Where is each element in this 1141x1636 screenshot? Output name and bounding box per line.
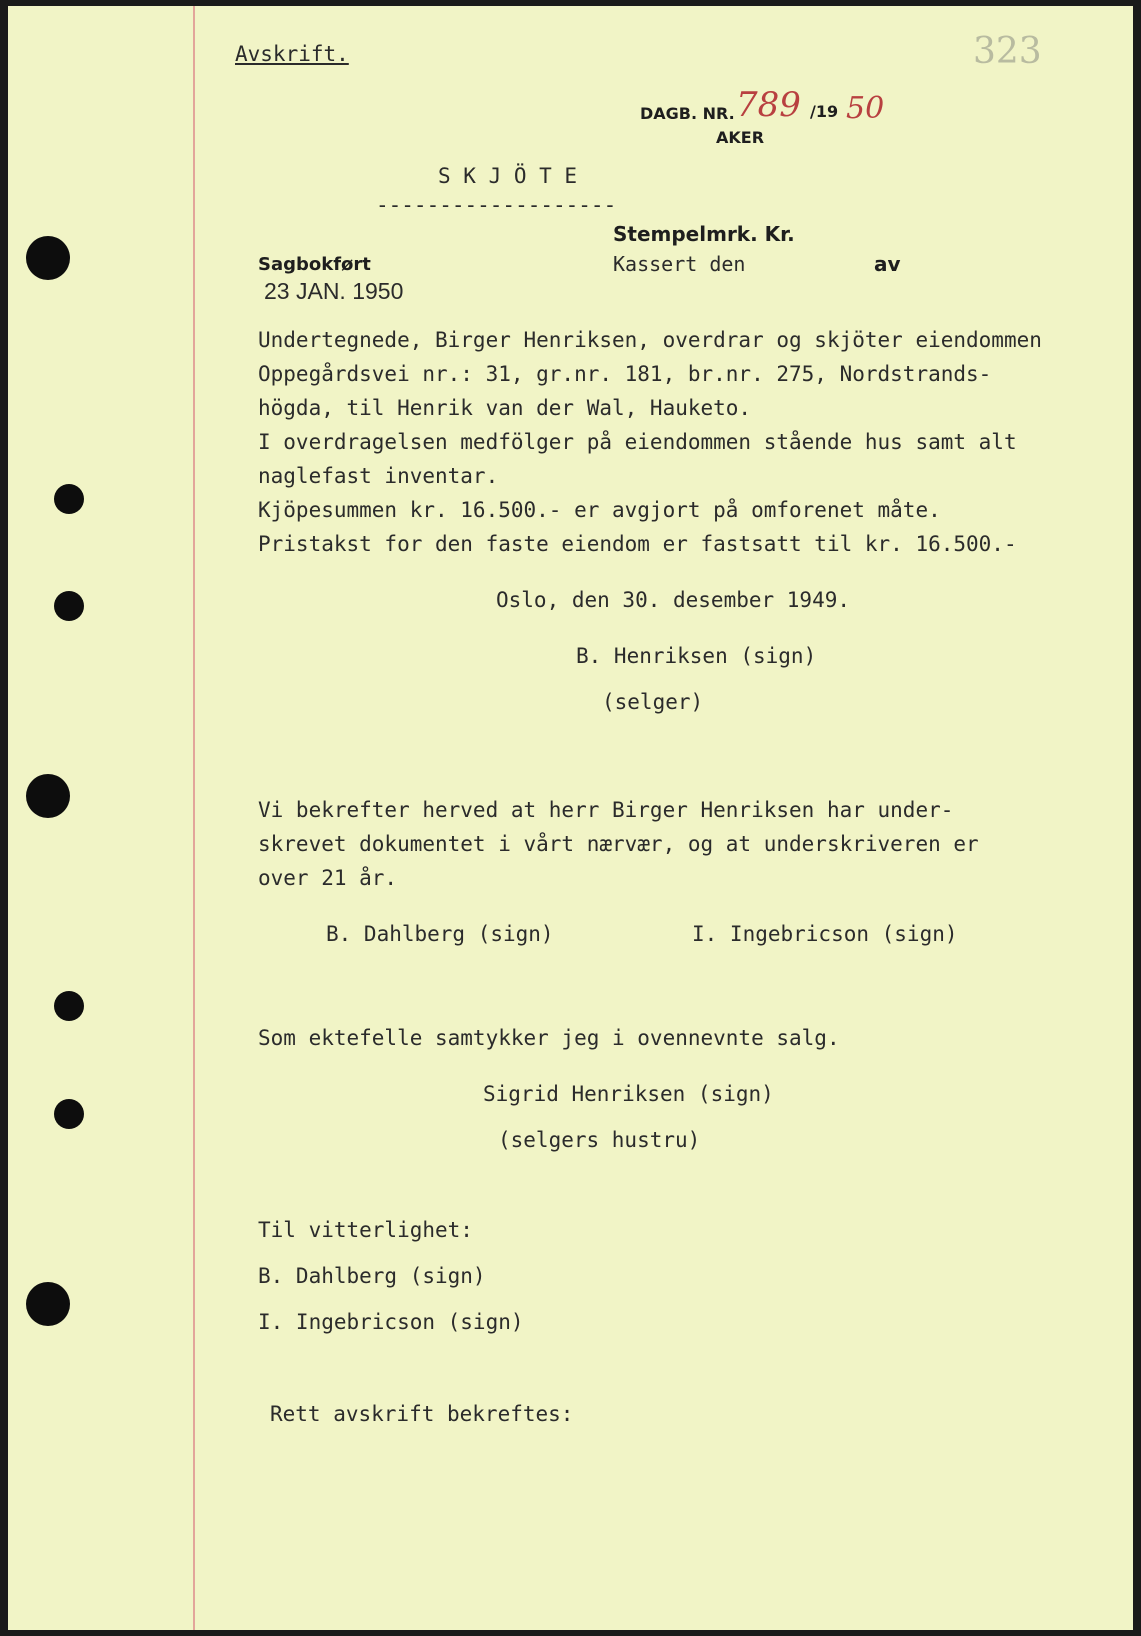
punch-hole-6 [54,1099,84,1129]
kassert-mark: av [874,252,901,276]
body-line-2: Oppegårdsvei nr.: 31, gr.nr. 181, br.nr. 275, Nordstrands- [258,362,992,386]
body-line-6: Kjöpesummen kr. 16.500.- er avgjort på omforenet måte. [258,498,941,522]
body-line-5: naglefast inventar. [258,464,499,488]
witness-signature-1: B. Dahlberg (sign) [326,922,554,946]
spouse-consent: Som ektefelle samtykker jeg i ovennevnte salg. [258,1026,840,1050]
sagbokfort-stamp: Sagbokført [258,254,371,275]
date-stamp: 23 JAN. 1950 [264,278,404,304]
vitterlighet-signature-1: B. Dahlberg (sign) [258,1264,486,1288]
punch-hole-4 [26,774,70,818]
body-line-4: I overdragelsen medfölger på eiendommen stående hus samt alt [258,430,1017,454]
witness-line-3: over 21 år. [258,866,398,890]
body-line-7: Pristakst for den faste eiendom er fastsatt til kr. 16.500.- [258,532,1017,556]
page-number: 323 [973,31,1042,72]
seller-role: (selger) [602,690,704,714]
seller-signature: B. Henriksen (sign) [576,644,817,668]
punch-hole-2 [54,484,84,514]
punch-hole-3 [54,591,84,621]
punch-hole-7 [26,1282,70,1326]
dagb-label: DAGB. NR. [640,104,735,123]
margin-line [193,6,195,1630]
avskrift-heading: Avskrift. [235,42,349,66]
certify-line: Rett avskrift bekreftes: [270,1402,574,1426]
place-date: Oslo, den 30. desember 1949. [496,588,851,612]
document-page [8,6,1133,1630]
body-line-1: Undertegnede, Birger Henriksen, overdrar og skjöter eiendommen [258,328,1042,352]
stempel-line: Stempelmrk. Kr. [613,222,795,246]
spouse-role: (selgers hustru) [498,1128,701,1152]
dagb-year: 50 [846,91,885,126]
dagb-year-prefix: /19 [810,102,839,121]
vitterlighet-label: Til vitterlighet: [258,1218,473,1242]
punch-hole-5 [54,991,84,1021]
body-line-3: högda, til Henrik van der Wal, Hauketo. [258,396,752,420]
dagb-number: 789 [736,85,801,125]
witness-line-2: skrevet dokumentet i vårt nærvær, og at underskriveren er [258,832,979,856]
kassert-label: Kassert den [613,252,746,276]
witness-line-1: Vi bekrefter herved at herr Birger Henriksen har under- [258,798,954,822]
title-rule: ------------------- [376,193,617,217]
spouse-signature: Sigrid Henriksen (sign) [483,1082,774,1106]
witness-signature-2: I. Ingebricson (sign) [692,922,958,946]
aker-stamp: AKER [716,128,765,147]
punch-hole-1 [26,236,70,280]
vitterlighet-signature-2: I. Ingebricson (sign) [258,1310,524,1334]
document-title: S K J Ö T E [438,164,578,188]
